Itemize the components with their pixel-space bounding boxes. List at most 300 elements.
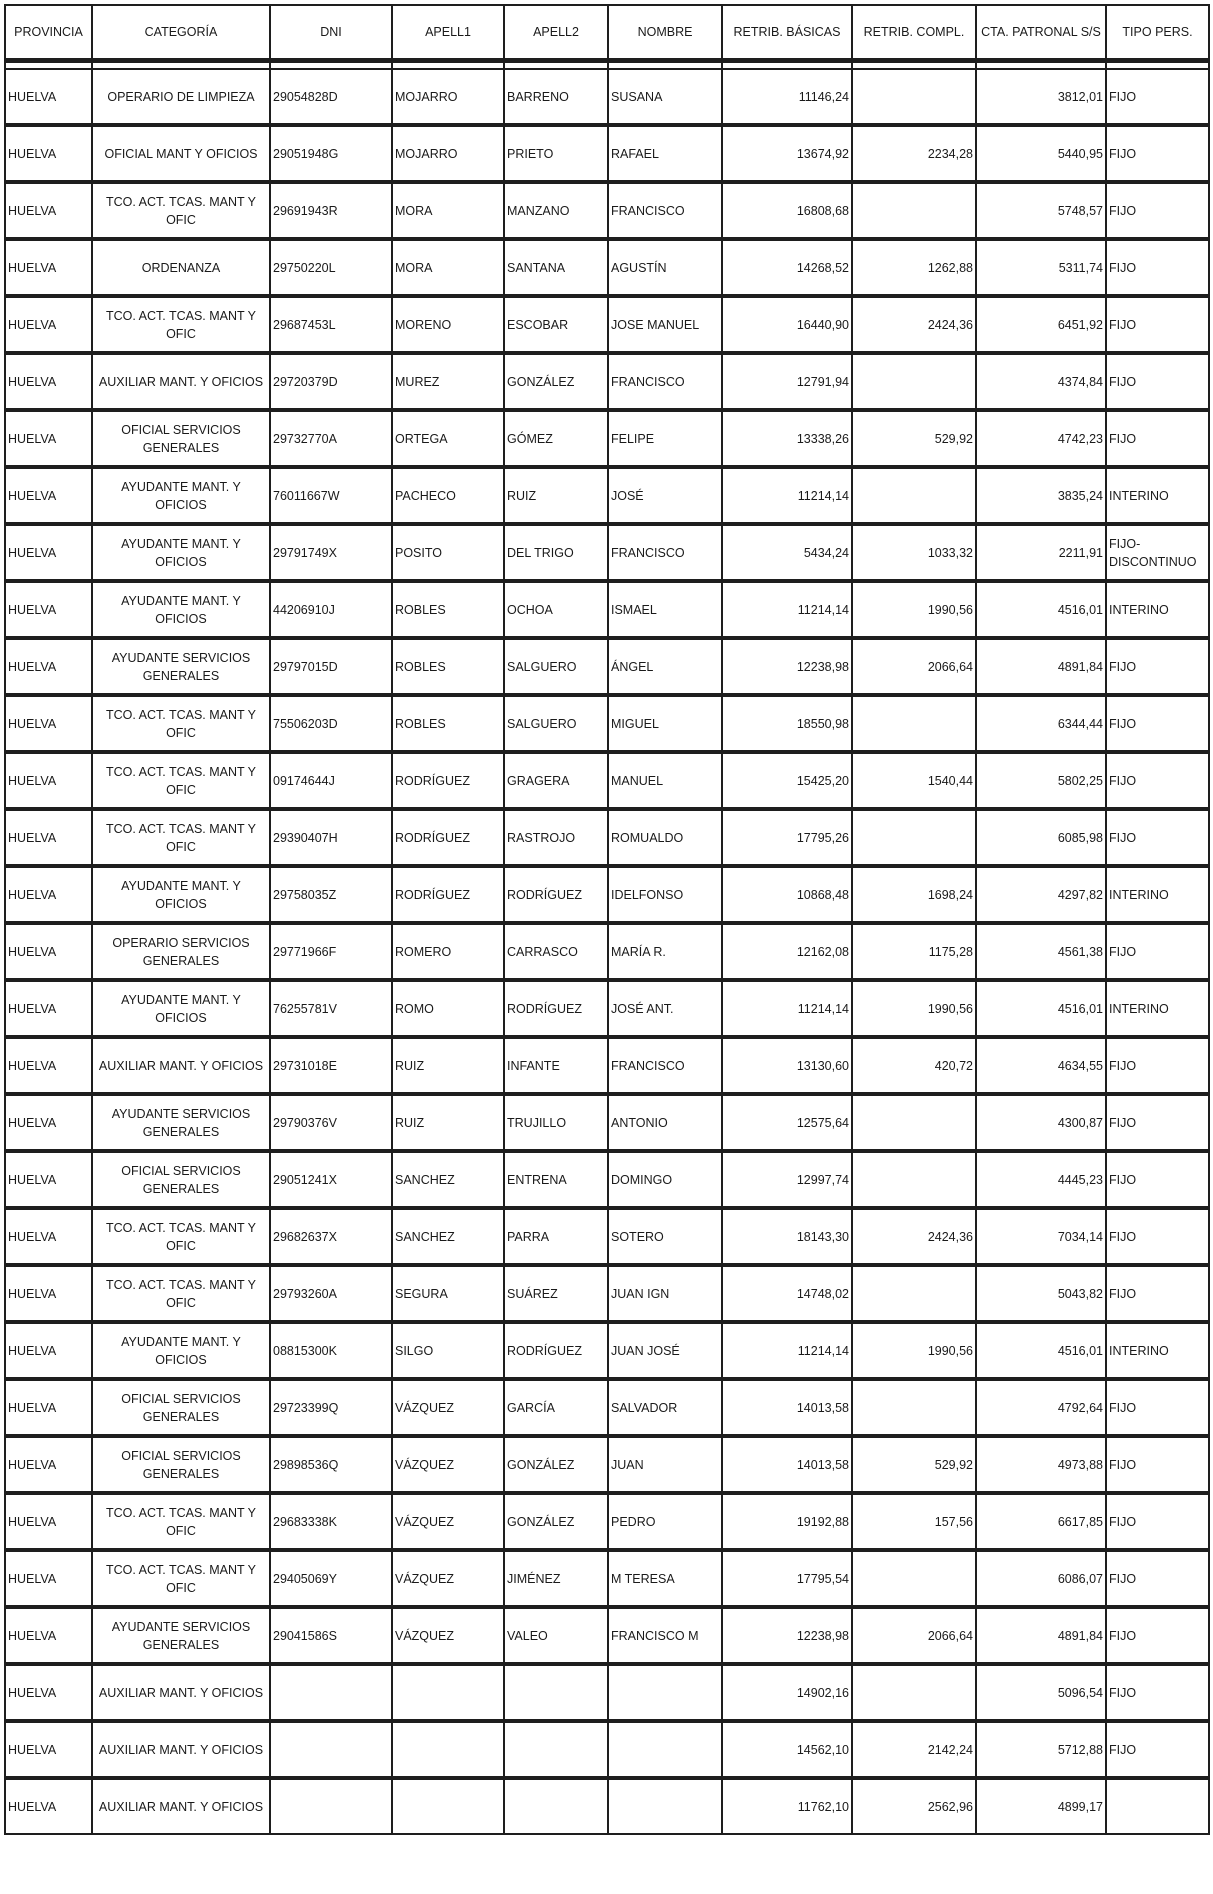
dni-cell: 29723399Q [270,1379,392,1436]
tipo-pers-cell: INTERINO [1106,866,1209,923]
header-nombre: NOMBRE [608,5,722,61]
cta-patronal-cell: 5096,54 [976,1664,1106,1721]
dni-cell: 29797015D [270,638,392,695]
retrib-compl-cell [852,467,976,524]
dni-cell: 76011667W [270,467,392,524]
dni-cell: 44206910J [270,581,392,638]
apell2-cell: CARRASCO [504,923,608,980]
dni-cell: 75506203D [270,695,392,752]
nombre-cell: JOSÉ ANT. [608,980,722,1037]
nombre-cell: M TERESA [608,1550,722,1607]
tipo-pers-cell: FIJO [1106,1664,1209,1721]
dni-cell: 76255781V [270,980,392,1037]
provincia-cell: HUELVA [5,809,92,866]
provincia-cell: HUELVA [5,69,92,125]
apell1-cell: POSITO [392,524,504,581]
apell1-cell: ROBLES [392,638,504,695]
categoria-cell: TCO. ACT. TCAS. MANT Y OFIC [92,296,270,353]
apell2-cell: OCHOA [504,581,608,638]
retrib-compl-cell: 2066,64 [852,638,976,695]
retrib-basicas-cell: 14562,10 [722,1721,852,1778]
nombre-cell: FRANCISCO M [608,1607,722,1664]
tipo-pers-cell: INTERINO [1106,1322,1209,1379]
table-row [5,980,1209,1037]
apell2-cell: JIMÉNEZ [504,1550,608,1607]
dni-cell: 29051241X [270,1151,392,1208]
dni-cell: 29732770A [270,410,392,467]
retrib-basicas-cell: 14013,58 [722,1379,852,1436]
categoria-cell: AUXILIAR MANT. Y OFICIOS [92,353,270,410]
retrib-compl-cell: 1175,28 [852,923,976,980]
dni-cell [270,1664,392,1721]
tipo-pers-cell: FIJO [1106,1208,1209,1265]
retrib-basicas-cell: 15425,20 [722,752,852,809]
apell2-cell: BARRENO [504,69,608,125]
header-retrib-basicas: RETRIB. BÁSICAS [722,5,852,61]
dni-cell: 29682637X [270,1208,392,1265]
cta-patronal-cell: 4891,84 [976,1607,1106,1664]
apell2-cell: RODRÍGUEZ [504,1322,608,1379]
categoria-cell: AYUDANTE MANT. Y OFICIOS [92,980,270,1037]
dni-cell: 29793260A [270,1265,392,1322]
provincia-cell: HUELVA [5,638,92,695]
cta-patronal-cell: 7034,14 [976,1208,1106,1265]
cta-patronal-cell: 6451,92 [976,296,1106,353]
retrib-compl-cell [852,695,976,752]
provincia-cell: HUELVA [5,752,92,809]
dni-cell: 29771966F [270,923,392,980]
provincia-cell: HUELVA [5,239,92,296]
dni-cell [270,1721,392,1778]
apell1-cell: SEGURA [392,1265,504,1322]
nombre-cell: AGUSTÍN [608,239,722,296]
cta-patronal-cell: 4634,55 [976,1037,1106,1094]
header-provincia: PROVINCIA [5,5,92,61]
retrib-compl-cell: 1698,24 [852,866,976,923]
tipo-pers-cell: FIJO [1106,1037,1209,1094]
nombre-cell: MANUEL [608,752,722,809]
provincia-cell: HUELVA [5,296,92,353]
retrib-basicas-cell: 12238,98 [722,1607,852,1664]
apell1-cell: RUIZ [392,1037,504,1094]
retrib-compl-cell: 1990,56 [852,581,976,638]
table-header [5,5,1209,61]
apell2-cell: RASTROJO [504,809,608,866]
apell1-cell: RODRÍGUEZ [392,809,504,866]
table-row [5,239,1209,296]
cta-patronal-cell: 5043,82 [976,1265,1106,1322]
apell1-cell: PACHECO [392,467,504,524]
cta-patronal-cell: 3812,01 [976,69,1106,125]
table-row [5,638,1209,695]
nombre-cell: MARÍA R. [608,923,722,980]
cta-patronal-cell: 4899,17 [976,1778,1106,1834]
retrib-compl-cell: 1990,56 [852,1322,976,1379]
dni-cell: 29390407H [270,809,392,866]
retrib-basicas-cell: 19192,88 [722,1493,852,1550]
cta-patronal-cell: 5311,74 [976,239,1106,296]
table-row [5,182,1209,239]
cta-patronal-cell: 4516,01 [976,581,1106,638]
cta-patronal-cell: 6344,44 [976,695,1106,752]
apell2-cell: VALEO [504,1607,608,1664]
provincia-cell: HUELVA [5,1151,92,1208]
cta-patronal-cell: 4516,01 [976,980,1106,1037]
provincia-cell: HUELVA [5,581,92,638]
table-row [5,1322,1209,1379]
cta-patronal-cell: 6086,07 [976,1550,1106,1607]
dni-cell: 29054828D [270,69,392,125]
dni-cell: 29790376V [270,1094,392,1151]
dni-cell: 29731018E [270,1037,392,1094]
nombre-cell: ÁNGEL [608,638,722,695]
tipo-pers-cell: INTERINO [1106,467,1209,524]
provincia-cell: HUELVA [5,410,92,467]
apell1-cell: ORTEGA [392,410,504,467]
table-row [5,1721,1209,1778]
dni-cell: 08815300K [270,1322,392,1379]
nombre-cell: ISMAEL [608,581,722,638]
table-row [5,410,1209,467]
table-row [5,296,1209,353]
header-apell1: APELL1 [392,5,504,61]
apell1-cell: VÁZQUEZ [392,1379,504,1436]
dni-cell: 29683338K [270,1493,392,1550]
nombre-cell: PEDRO [608,1493,722,1550]
retrib-compl-cell: 2066,64 [852,1607,976,1664]
table-row [5,809,1209,866]
table-row [5,1094,1209,1151]
retrib-basicas-cell: 17795,26 [722,809,852,866]
provincia-cell: HUELVA [5,125,92,182]
categoria-cell: TCO. ACT. TCAS. MANT Y OFIC [92,695,270,752]
retrib-basicas-cell: 12791,94 [722,353,852,410]
retrib-basicas-cell: 13130,60 [722,1037,852,1094]
apell2-cell: SANTANA [504,239,608,296]
dni-cell: 29405069Y [270,1550,392,1607]
categoria-cell: AYUDANTE MANT. Y OFICIOS [92,1322,270,1379]
retrib-compl-cell [852,182,976,239]
retrib-basicas-cell: 5434,24 [722,524,852,581]
cta-patronal-cell: 4561,38 [976,923,1106,980]
retrib-basicas-cell: 11214,14 [722,581,852,638]
table-row [5,695,1209,752]
apell2-cell: INFANTE [504,1037,608,1094]
retrib-basicas-cell: 14902,16 [722,1664,852,1721]
tipo-pers-cell: FIJO [1106,353,1209,410]
retrib-compl-cell [852,69,976,125]
retrib-basicas-cell: 17795,54 [722,1550,852,1607]
retrib-compl-cell: 1262,88 [852,239,976,296]
table-row [5,1265,1209,1322]
categoria-cell: OFICIAL SERVICIOS GENERALES [92,1379,270,1436]
header-cta-patronal: CTA. PATRONAL S/S [976,5,1106,61]
apell1-cell: VÁZQUEZ [392,1493,504,1550]
cta-patronal-cell: 4792,64 [976,1379,1106,1436]
tipo-pers-cell: FIJO [1106,1607,1209,1664]
provincia-cell: HUELVA [5,1664,92,1721]
spacer-row [5,61,1209,70]
retrib-basicas-cell: 16808,68 [722,182,852,239]
retrib-compl-cell [852,809,976,866]
categoria-cell: AYUDANTE MANT. Y OFICIOS [92,524,270,581]
nombre-cell: MIGUEL [608,695,722,752]
nombre-cell: JUAN [608,1436,722,1493]
table-row [5,1151,1209,1208]
provincia-cell: HUELVA [5,1265,92,1322]
apell2-cell [504,1778,608,1834]
categoria-cell: OPERARIO SERVICIOS GENERALES [92,923,270,980]
table-row [5,1664,1209,1721]
nombre-cell: IDELFONSO [608,866,722,923]
retrib-compl-cell [852,1379,976,1436]
provincia-cell: HUELVA [5,695,92,752]
dni-cell: 29691943R [270,182,392,239]
apell2-cell: DEL TRIGO [504,524,608,581]
apell2-cell: RODRÍGUEZ [504,980,608,1037]
apell1-cell [392,1721,504,1778]
retrib-compl-cell: 420,72 [852,1037,976,1094]
categoria-cell: TCO. ACT. TCAS. MANT Y OFIC [92,809,270,866]
apell1-cell: SANCHEZ [392,1151,504,1208]
retrib-basicas-cell: 12575,64 [722,1094,852,1151]
apell1-cell: MORA [392,239,504,296]
table-row [5,1778,1209,1834]
cta-patronal-cell: 4742,23 [976,410,1106,467]
tipo-pers-cell: FIJO [1106,695,1209,752]
provincia-cell: HUELVA [5,182,92,239]
cta-patronal-cell: 3835,24 [976,467,1106,524]
tipo-pers-cell: FIJO [1106,1493,1209,1550]
cta-patronal-cell: 5712,88 [976,1721,1106,1778]
apell1-cell: MOJARRO [392,69,504,125]
table-row [5,353,1209,410]
retrib-compl-cell: 2234,28 [852,125,976,182]
header-dni: DNI [270,5,392,61]
retrib-compl-cell: 157,56 [852,1493,976,1550]
nombre-cell [608,1778,722,1834]
apell2-cell [504,1664,608,1721]
retrib-basicas-cell: 14013,58 [722,1436,852,1493]
apell2-cell: GONZÁLEZ [504,353,608,410]
categoria-cell: TCO. ACT. TCAS. MANT Y OFIC [92,1208,270,1265]
apell1-cell: SILGO [392,1322,504,1379]
provincia-cell: HUELVA [5,1379,92,1436]
provincia-cell: HUELVA [5,866,92,923]
table-row [5,1493,1209,1550]
nombre-cell: RAFAEL [608,125,722,182]
retrib-compl-cell: 529,92 [852,410,976,467]
nombre-cell: FRANCISCO [608,182,722,239]
table-row [5,1550,1209,1607]
cta-patronal-cell: 4516,01 [976,1322,1106,1379]
retrib-basicas-cell: 12162,08 [722,923,852,980]
cta-patronal-cell: 5802,25 [976,752,1106,809]
categoria-cell: AYUDANTE SERVICIOS GENERALES [92,1607,270,1664]
apell2-cell: PARRA [504,1208,608,1265]
retrib-compl-cell [852,1550,976,1607]
nombre-cell: JUAN JOSÉ [608,1322,722,1379]
apell1-cell: SANCHEZ [392,1208,504,1265]
categoria-cell: AYUDANTE MANT. Y OFICIOS [92,467,270,524]
cta-patronal-cell: 4374,84 [976,353,1106,410]
dni-cell: 29750220L [270,239,392,296]
retrib-compl-cell: 1540,44 [852,752,976,809]
cta-patronal-cell: 2211,91 [976,524,1106,581]
apell1-cell: MORA [392,182,504,239]
provincia-cell: HUELVA [5,980,92,1037]
apell1-cell: ROBLES [392,695,504,752]
dni-cell: 29051948G [270,125,392,182]
provincia-cell: HUELVA [5,1037,92,1094]
retrib-basicas-cell: 18143,30 [722,1208,852,1265]
nombre-cell: DOMINGO [608,1151,722,1208]
apell2-cell: RUIZ [504,467,608,524]
retrib-compl-cell: 1033,32 [852,524,976,581]
nombre-cell: SUSANA [608,69,722,125]
categoria-cell: AUXILIAR MANT. Y OFICIOS [92,1037,270,1094]
provincia-cell: HUELVA [5,1208,92,1265]
tipo-pers-cell: FIJO [1106,69,1209,125]
header-categoria: CATEGORÍA [92,5,270,61]
apell1-cell [392,1778,504,1834]
tipo-pers-cell: FIJO [1106,1265,1209,1322]
categoria-cell: TCO. ACT. TCAS. MANT Y OFIC [92,1493,270,1550]
retrib-basicas-cell: 12997,74 [722,1151,852,1208]
nombre-cell: FELIPE [608,410,722,467]
apell1-cell: VÁZQUEZ [392,1550,504,1607]
nombre-cell: JUAN IGN [608,1265,722,1322]
personnel-table [4,4,1210,1835]
categoria-cell: OFICIAL MANT Y OFICIOS [92,125,270,182]
table-row [5,125,1209,182]
retrib-basicas-cell: 13338,26 [722,410,852,467]
retrib-compl-cell: 2562,96 [852,1778,976,1834]
table-row [5,1379,1209,1436]
categoria-cell: OFICIAL SERVICIOS GENERALES [92,410,270,467]
table-row [5,581,1209,638]
tipo-pers-cell: FIJO [1106,1436,1209,1493]
tipo-pers-cell: FIJO [1106,1379,1209,1436]
dni-cell: 29791749X [270,524,392,581]
retrib-basicas-cell: 16440,90 [722,296,852,353]
cta-patronal-cell: 6085,98 [976,809,1106,866]
apell2-cell: GONZÁLEZ [504,1493,608,1550]
categoria-cell: OFICIAL SERVICIOS GENERALES [92,1436,270,1493]
dni-cell: 29720379D [270,353,392,410]
retrib-basicas-cell: 11214,14 [722,1322,852,1379]
apell2-cell: RODRÍGUEZ [504,866,608,923]
cta-patronal-cell: 4297,82 [976,866,1106,923]
provincia-cell: HUELVA [5,1607,92,1664]
retrib-basicas-cell: 11762,10 [722,1778,852,1834]
apell1-cell: VÁZQUEZ [392,1607,504,1664]
nombre-cell: FRANCISCO [608,353,722,410]
categoria-cell: TCO. ACT. TCAS. MANT Y OFIC [92,1265,270,1322]
cta-patronal-cell: 5748,57 [976,182,1106,239]
table-row [5,752,1209,809]
provincia-cell: HUELVA [5,1493,92,1550]
provincia-cell: HUELVA [5,353,92,410]
nombre-cell [608,1664,722,1721]
nombre-cell: SOTERO [608,1208,722,1265]
nombre-cell: ROMUALDO [608,809,722,866]
header-apell2: APELL2 [504,5,608,61]
tipo-pers-cell: FIJO [1106,809,1209,866]
retrib-compl-cell: 529,92 [852,1436,976,1493]
retrib-basicas-cell: 11146,24 [722,69,852,125]
apell2-cell: SALGUERO [504,695,608,752]
apell1-cell: ROBLES [392,581,504,638]
nombre-cell: FRANCISCO [608,1037,722,1094]
table-row [5,524,1209,581]
tipo-pers-cell: FIJO [1106,1094,1209,1151]
tipo-pers-cell: INTERINO [1106,980,1209,1037]
nombre-cell: SALVADOR [608,1379,722,1436]
tipo-pers-cell: FIJO [1106,923,1209,980]
tipo-pers-cell: FIJO [1106,239,1209,296]
header-tipo-pers: TIPO PERS. [1106,5,1209,61]
categoria-cell: OPERARIO DE LIMPIEZA [92,69,270,125]
provincia-cell: HUELVA [5,524,92,581]
cta-patronal-cell: 5440,95 [976,125,1106,182]
table-row [5,923,1209,980]
apell1-cell [392,1664,504,1721]
retrib-compl-cell [852,1151,976,1208]
retrib-compl-cell [852,1265,976,1322]
apell1-cell: ROMERO [392,923,504,980]
provincia-cell: HUELVA [5,1436,92,1493]
provincia-cell: HUELVA [5,1322,92,1379]
dni-cell: 29758035Z [270,866,392,923]
dni-cell: 09174644J [270,752,392,809]
apell2-cell: GÓMEZ [504,410,608,467]
apell2-cell: ESCOBAR [504,296,608,353]
tipo-pers-cell: FIJO [1106,1151,1209,1208]
retrib-basicas-cell: 11214,14 [722,980,852,1037]
provincia-cell: HUELVA [5,1778,92,1834]
tipo-pers-cell: FIJO [1106,296,1209,353]
table-row [5,467,1209,524]
categoria-cell: AUXILIAR MANT. Y OFICIOS [92,1664,270,1721]
nombre-cell: ANTONIO [608,1094,722,1151]
header-retrib-compl: RETRIB. COMPL. [852,5,976,61]
cta-patronal-cell: 4300,87 [976,1094,1106,1151]
tipo-pers-cell [1106,1778,1209,1834]
categoria-cell: AUXILIAR MANT. Y OFICIOS [92,1721,270,1778]
apell1-cell: RODRÍGUEZ [392,866,504,923]
categoria-cell: AYUDANTE MANT. Y OFICIOS [92,581,270,638]
tipo-pers-cell: INTERINO [1106,581,1209,638]
tipo-pers-cell: FIJO [1106,182,1209,239]
apell2-cell: PRIETO [504,125,608,182]
categoria-cell: OFICIAL SERVICIOS GENERALES [92,1151,270,1208]
tipo-pers-cell: FIJO [1106,638,1209,695]
apell2-cell: GONZÁLEZ [504,1436,608,1493]
provincia-cell: HUELVA [5,1721,92,1778]
categoria-cell: AUXILIAR MANT. Y OFICIOS [92,1778,270,1834]
retrib-basicas-cell: 11214,14 [722,467,852,524]
nombre-cell: JOSE MANUEL [608,296,722,353]
tipo-pers-cell: FIJO [1106,1550,1209,1607]
table-row [5,866,1209,923]
provincia-cell: HUELVA [5,1550,92,1607]
cta-patronal-cell: 4445,23 [976,1151,1106,1208]
tipo-pers-cell: FIJO-DISCONTINUO [1106,524,1209,581]
apell1-cell: MOJARRO [392,125,504,182]
retrib-compl-cell [852,1664,976,1721]
categoria-cell: AYUDANTE SERVICIOS GENERALES [92,1094,270,1151]
